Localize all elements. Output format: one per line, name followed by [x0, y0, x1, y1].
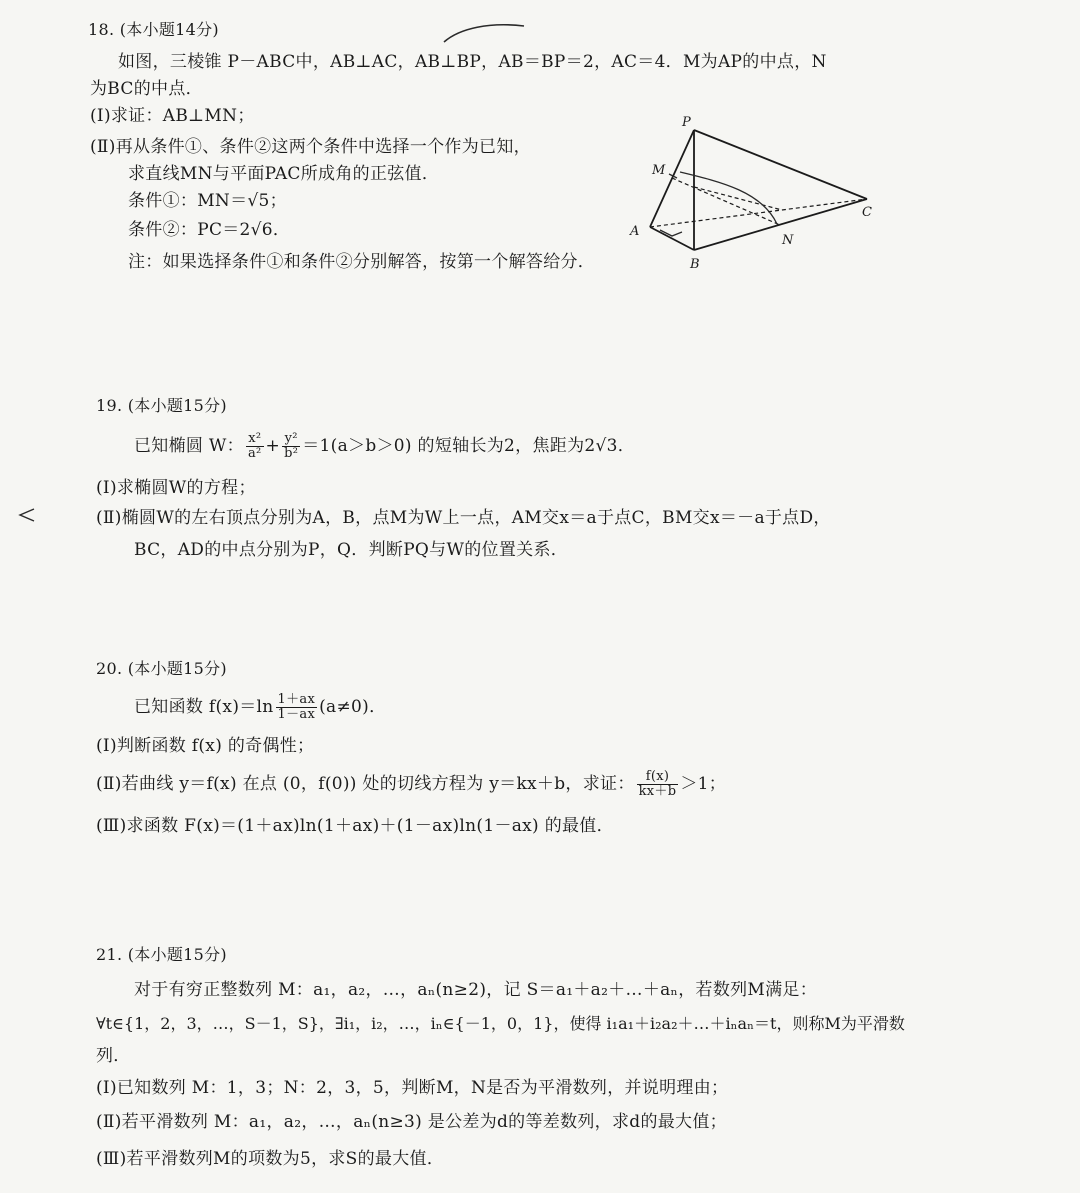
q20-part2-fraction-den: kx＋b: [638, 784, 677, 799]
q20-part2-pre: (Ⅱ)若曲线 y＝f(x) 在点 (0，f(0)) 处的切线方程为 y＝kx＋b，求证：: [96, 774, 635, 794]
q20-part2-fraction-num: f(x): [637, 770, 679, 785]
label-M: M: [652, 163, 666, 178]
edge-BC: [694, 199, 867, 250]
q18-condition2: 条件②：PC＝2√6．: [128, 220, 291, 240]
label-C: C: [862, 205, 872, 220]
q21-line2: ∀t∈{1，2，3，…，S－1，S}，∃i₁，i₂，…，iₙ∈{－1，0，1}，使得 i₁a₁＋i₂a₂＋…＋iₙaₙ＝t，则称M为平滑数: [96, 1014, 905, 1033]
q19-intro-pre: 已知椭圆 W：: [134, 436, 244, 456]
q20-part1: (Ⅰ)判断函数 f(x) 的奇偶性；: [96, 736, 315, 756]
q18-part1: (Ⅰ)求证：AB⊥MN；: [90, 106, 255, 126]
q18-part2-task: 求直线MN与平面PAC所成角的正弦值．: [128, 164, 440, 184]
q20-fraction-den: 1－ax: [277, 707, 316, 722]
q18-intro-line2: 为BC的中点．: [90, 79, 203, 99]
q19-header: 19. (本小题15分): [96, 396, 227, 415]
q20-intro-post: (a≠0)．: [319, 697, 387, 717]
q20-header: 20. (本小题15分): [96, 659, 227, 678]
q19-fraction-y-num: y²: [282, 432, 300, 447]
q18-note: 注：如果选择条件①和条件②分别解答，按第一个解答给分．: [128, 252, 596, 272]
q19-part1: (Ⅰ)求椭圆W的方程；: [96, 478, 256, 498]
q20-fraction-num: 1＋ax: [277, 692, 316, 707]
edge-AC-hidden: [650, 199, 867, 227]
q21-line3: 列．: [96, 1046, 131, 1066]
q18-header: 18. (本小题14分): [88, 20, 219, 39]
q19-fraction-y: [282, 432, 300, 461]
q19-part2-line1: (Ⅱ)椭圆W的左右顶点分别为A，B，点M为W上一点，AM交x＝a于点C，BM交x＝－a于点D，: [96, 508, 831, 528]
q20-part2-post: ＞1；: [680, 774, 727, 794]
q19-intro: [134, 432, 635, 461]
q21-header: 21. (本小题15分): [96, 945, 227, 964]
q19-fraction-x-den: a²: [247, 446, 262, 461]
margin-pen-mark: [16, 506, 38, 524]
q20-part2: [96, 770, 726, 799]
q20-intro-pre: 已知函数 f(x)＝ln: [134, 697, 274, 717]
q19-part2-line2: BC，AD的中点分别为P，Q．判断PQ与W的位置关系．: [134, 540, 569, 560]
q20-intro: [134, 693, 386, 722]
label-P: P: [682, 115, 691, 130]
q19-fraction-x-num: x²: [246, 432, 264, 447]
q18-intro-line1: 如图，三棱锥 P－ABC中，AB⊥AC，AB⊥BP，AB＝BP＝2，AC＝4．M为AP的中点，N: [118, 52, 827, 72]
q21-line1: 对于有穷正整数列 M：a₁，a₂，…，aₙ(n≥2)，记 S＝a₁＋a₂＋…＋aₙ，若数列M满足：: [134, 980, 818, 1000]
tetrahedron-diagram: [622, 112, 892, 272]
q19-intro-post: ＝1(a＞b＞0) 的短轴长为2，焦距为2√3．: [302, 436, 636, 456]
q21-part1: (Ⅰ)已知数列 M：1，3；N：2，3，5，判断M，N是否为平滑数列，并说明理由；: [96, 1078, 729, 1098]
label-A: A: [630, 224, 640, 239]
q21-part2: (Ⅱ)若平滑数列 M：a₁，a₂，…，aₙ(n≥3) 是公差为d的等差数列，求d的最大值；: [96, 1112, 727, 1132]
edge-AB: [650, 227, 694, 250]
q19-fraction-y-den: b²: [284, 446, 299, 461]
q18-condition1: 条件①：MN＝√5；: [128, 191, 287, 211]
label-N: N: [782, 233, 794, 248]
q20-fraction: [276, 693, 318, 722]
edge-PC: [694, 130, 867, 199]
q19-plus: +: [265, 436, 281, 456]
pen-stroke-mark: [440, 18, 530, 48]
q21-part3: (Ⅲ)若平滑数列M的项数为5，求S的最大值．: [96, 1149, 445, 1169]
q18-part2: (Ⅱ)再从条件①、条件②这两个条件中选择一个作为已知，: [90, 137, 531, 157]
q19-fraction-x: [246, 432, 264, 461]
q20-part2-fraction: [637, 770, 679, 799]
q20-part3: (Ⅲ)求函数 F(x)＝(1＋ax)ln(1＋ax)＋(1－ax)ln(1－ax) 的最值．: [96, 816, 614, 836]
label-B: B: [690, 257, 700, 272]
